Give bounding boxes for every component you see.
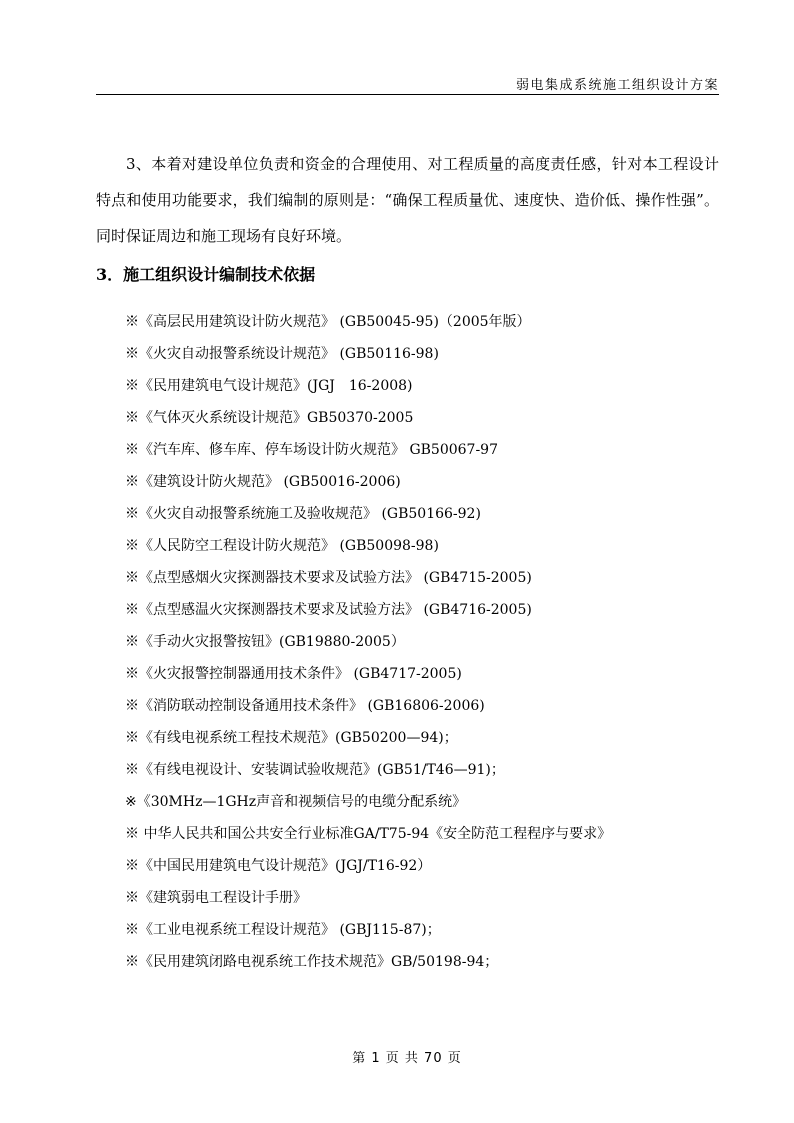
header-rule [96,94,719,95]
reference-item: ※《火灾报警控制器通用技术条件》 (GB4717-2005) [125,666,462,682]
header-title: 弱电集成系统施工组织设计方案 [515,78,719,93]
reference-item: ※《工业电视系统工程设计规范》 (GBJ115-87)； [125,922,441,938]
page-footer: 第 1 页 共 70 页 [352,1051,462,1066]
intro-paragraph: 3、本着对建设单位负责和资金的合理使用、对工程质量的高度责任感，针对本工程设计特点和使用功能要求，我们编制的原则是：“确保工程质量优、速度快、造价低、操作性强”。同时保证周边和施工现场有良好环境。 [96,155,719,245]
reference-item: ※《建筑设计防火规范》 (GB50016-2006) [125,474,401,490]
section-heading: 3．施工组织设计编制技术依据 [96,265,316,284]
reference-item: ※《民用建筑闭路电视系统工作技术规范》GB/50198-94； [125,954,499,970]
reference-item: ※《点型感温火灾探测器技术要求及试验方法》 (GB4716-2005) [125,602,532,618]
reference-item: ※《民用建筑电气设计规范》(JGJ 16-2008) [125,378,413,394]
reference-item: ※《汽车库、修车库、停车场设计防火规范》 GB50067-97 [125,442,499,458]
reference-item: ※《火灾自动报警系统设计规范》 (GB50116-98) [125,346,439,362]
reference-item: ※ 中华人民共和国公共安全行业标准GA/T75-94《安全防范工程程序与要求》 [125,826,612,842]
reference-item: ※《高层民用建筑设计防火规范》 (GB50045-95)（2005年版） [125,314,531,330]
reference-item: ※《手动火灾报警按钮》(GB19880-2005） [125,634,405,650]
reference-item: ※《有线电视系统工程技术规范》(GB50200—94)； [125,730,458,746]
reference-item: ※《建筑弱电工程设计手册》 [125,890,307,906]
reference-item: ※《消防联动控制设备通用技术条件》 (GB16806-2006) [125,698,485,714]
reference-list [125,306,715,978]
reference-item: ※《气体灭火系统设计规范》GB50370-2005 [125,410,414,426]
reference-item: ※《人民防空工程设计防火规范》 (GB50098-98) [125,538,439,554]
reference-item: ※《中国民用建筑电气设计规范》(JGJ/T16-92） [125,858,432,874]
reference-item: ※《30MHz—1GHz声音和视频信号的电缆分配系统》 [125,794,467,810]
page-header [96,0,719,96]
reference-item: ※《火灾自动报警系统施工及验收规范》 (GB50166-92) [125,506,481,522]
reference-item: ※《点型感烟火灾探测器技术要求及试验方法》 (GB4715-2005) [125,570,532,586]
reference-item: ※《有线电视设计、安装调试验收规范》(GB51/T46—91)； [125,762,505,778]
